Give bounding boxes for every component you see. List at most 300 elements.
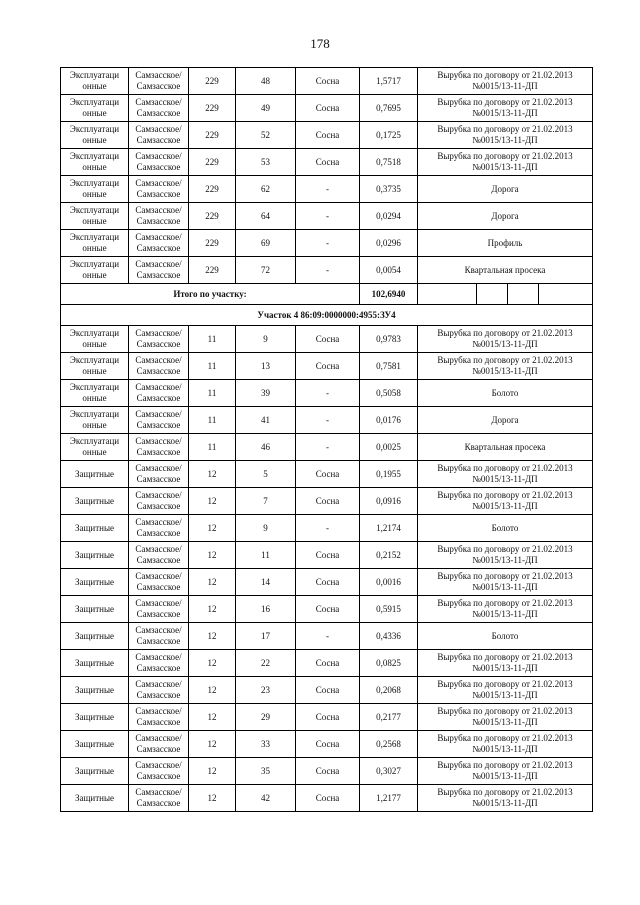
- forestry-cell-line: Самзасское: [136, 135, 181, 145]
- quarter-cell: 11: [189, 353, 236, 380]
- forestry-cell-line: Самзасское/: [135, 625, 182, 635]
- forestry-cell: [129, 677, 189, 704]
- forestry-cell-line: Самзасское: [136, 555, 181, 565]
- forestry-cell: [129, 95, 189, 122]
- category-cell: [61, 515, 129, 542]
- forestry-cell-line: Самзасское: [136, 447, 181, 457]
- table-row: [61, 596, 593, 623]
- empty-cell: [508, 284, 539, 305]
- forestry-cell: [129, 68, 189, 95]
- note-cell-line: Вырубка по договору от 21.02.2013: [437, 124, 573, 134]
- category-cell-line: онные: [82, 81, 107, 91]
- category-cell-line: онные: [82, 135, 107, 145]
- note-cell: [418, 461, 593, 488]
- note-cell-line: Вырубка по договору от 21.02.2013: [437, 706, 573, 716]
- species-cell: -: [296, 257, 360, 284]
- species-cell: Сосна: [296, 758, 360, 785]
- species-cell: Сосна: [296, 326, 360, 353]
- forestry-cell-line: Самзасское/: [135, 70, 182, 80]
- empty-cell: [539, 284, 593, 305]
- forestry-cell: [129, 380, 189, 407]
- species-cell: Сосна: [296, 149, 360, 176]
- forestry-cell-line: Самзасское/: [135, 97, 182, 107]
- note-cell-line: Болото: [491, 630, 519, 641]
- note-cell: [418, 122, 593, 149]
- quarter-cell: 229: [189, 68, 236, 95]
- table-body-bottom: [61, 326, 593, 812]
- forestry-cell-line: Самзасское: [136, 690, 181, 700]
- note-cell-line: №0015/13-11-ДП: [472, 501, 538, 511]
- forestry-cell: [129, 203, 189, 230]
- note-cell-line: Вырубка по договору от 21.02.2013: [437, 571, 573, 581]
- category-cell: [61, 434, 129, 461]
- category-cell-line: Защитные: [74, 576, 115, 587]
- category-cell: [61, 149, 129, 176]
- forestry-cell-line: Самзасское/: [135, 382, 182, 392]
- plot-cell: 14: [236, 569, 296, 596]
- note-cell: [418, 176, 593, 203]
- table-row: [61, 650, 593, 677]
- forestry-cell: [129, 623, 189, 650]
- category-cell: [61, 95, 129, 122]
- category-cell: [61, 407, 129, 434]
- total-value: 102,6940: [360, 284, 418, 305]
- category-cell-line: Эксплуатаци: [69, 205, 120, 215]
- note-cell-line: №0015/13-11-ДП: [472, 108, 538, 118]
- category-cell-line: Эксплуатаци: [69, 124, 120, 134]
- plot-cell: 53: [236, 149, 296, 176]
- plot-cell: 17: [236, 623, 296, 650]
- table-row: [61, 758, 593, 785]
- category-cell-line: онные: [82, 366, 107, 376]
- total-row: [61, 284, 593, 305]
- forestry-cell-line: Самзасское/: [135, 571, 182, 581]
- forestry-cell: [129, 461, 189, 488]
- species-cell: -: [296, 623, 360, 650]
- forestry-cell-line: Самзасское/: [135, 232, 182, 242]
- note-cell: [418, 488, 593, 515]
- page-number: 178: [310, 36, 330, 51]
- plot-cell: 29: [236, 704, 296, 731]
- category-cell-line: Защитные: [74, 495, 115, 506]
- forestry-cell-line: Самзасское/: [135, 436, 182, 446]
- plot-cell: 16: [236, 596, 296, 623]
- table-row: [61, 569, 593, 596]
- plot-cell: 35: [236, 758, 296, 785]
- area-cell: 1,2174: [360, 515, 418, 542]
- area-cell: 0,0294: [360, 203, 418, 230]
- category-cell: [61, 326, 129, 353]
- category-cell-line: онные: [82, 420, 107, 430]
- forestry-cell-line: Самзасское/: [135, 490, 182, 500]
- area-cell: 0,1725: [360, 122, 418, 149]
- species-cell: Сосна: [296, 95, 360, 122]
- category-cell: [61, 203, 129, 230]
- table-row: [61, 623, 593, 650]
- note-cell: [418, 380, 593, 407]
- forestry-cell-line: Самзасское: [136, 474, 181, 484]
- category-cell-line: Защитные: [74, 657, 115, 668]
- forestry-cell: [129, 149, 189, 176]
- category-cell: [61, 704, 129, 731]
- category-cell-line: Эксплуатаци: [69, 259, 120, 269]
- forestry-cell-line: Самзасское: [136, 339, 181, 349]
- species-cell: Сосна: [296, 704, 360, 731]
- forestry-cell-line: Самзасское: [136, 189, 181, 199]
- forestry-cell-line: Самзасское/: [135, 355, 182, 365]
- category-cell-line: Эксплуатаци: [69, 232, 120, 242]
- quarter-cell: 229: [189, 122, 236, 149]
- forestry-cell-line: Самзасское: [136, 609, 181, 619]
- forestry-cell-line: Самзасское: [136, 636, 181, 646]
- area-cell: 0,0176: [360, 407, 418, 434]
- note-cell-line: №0015/13-11-ДП: [472, 798, 538, 808]
- category-cell-line: Эксплуатаци: [69, 382, 120, 392]
- note-cell-line: №0015/13-11-ДП: [472, 81, 538, 91]
- forestry-cell-line: Самзасское/: [135, 178, 182, 188]
- category-cell-line: Защитные: [74, 549, 115, 560]
- table-row: [61, 785, 593, 812]
- area-cell: 0,3027: [360, 758, 418, 785]
- forestry-cell-line: Самзасское/: [135, 652, 182, 662]
- quarter-cell: 12: [189, 704, 236, 731]
- category-cell: [61, 461, 129, 488]
- empty-cell: [418, 284, 477, 305]
- category-cell: [61, 353, 129, 380]
- forestry-cell: [129, 176, 189, 203]
- quarter-cell: 229: [189, 176, 236, 203]
- table-row: [61, 176, 593, 203]
- note-cell-line: Квартальная просека: [464, 441, 546, 452]
- table-row: [61, 353, 593, 380]
- category-cell-line: онные: [82, 339, 107, 349]
- plot-cell: 72: [236, 257, 296, 284]
- category-cell-line: Защитные: [74, 522, 115, 533]
- note-cell-line: Вырубка по договору от 21.02.2013: [437, 490, 573, 500]
- area-cell: 0,7518: [360, 149, 418, 176]
- table-row: [61, 542, 593, 569]
- note-cell-line: №0015/13-11-ДП: [472, 555, 538, 565]
- area-cell: 0,5058: [360, 380, 418, 407]
- table-total-section: [61, 284, 593, 326]
- forestry-cell-line: Самзасское: [136, 663, 181, 673]
- forestry-cell-line: Самзасское: [136, 744, 181, 754]
- area-cell: 0,0825: [360, 650, 418, 677]
- forestry-cell-line: Самзасское: [136, 162, 181, 172]
- plot-cell: 49: [236, 95, 296, 122]
- species-cell: Сосна: [296, 569, 360, 596]
- category-cell: [61, 542, 129, 569]
- note-cell-line: Дорога: [491, 210, 519, 221]
- plot-cell: 46: [236, 434, 296, 461]
- category-cell-line: онные: [82, 393, 107, 403]
- species-cell: -: [296, 434, 360, 461]
- quarter-cell: 12: [189, 569, 236, 596]
- plot-cell: 62: [236, 176, 296, 203]
- plot-cell: 52: [236, 122, 296, 149]
- forestry-cell: [129, 650, 189, 677]
- section-title: Участок 4 86:09:0000000:4955:ЗУ4: [61, 305, 593, 326]
- category-cell-line: Защитные: [74, 684, 115, 695]
- note-cell-line: Болото: [491, 387, 519, 398]
- category-cell-line: Защитные: [74, 792, 115, 803]
- table-row: [61, 407, 593, 434]
- forestry-cell: [129, 230, 189, 257]
- species-cell: Сосна: [296, 596, 360, 623]
- category-cell-line: Эксплуатаци: [69, 355, 120, 365]
- forestry-cell-line: Самзасское/: [135, 463, 182, 473]
- quarter-cell: 12: [189, 542, 236, 569]
- category-cell: [61, 257, 129, 284]
- table-row: [61, 515, 593, 542]
- table-row: [61, 257, 593, 284]
- plot-cell: 48: [236, 68, 296, 95]
- quarter-cell: 12: [189, 731, 236, 758]
- category-cell-line: Эксплуатаци: [69, 97, 120, 107]
- forestry-cell-line: Самзасское: [136, 108, 181, 118]
- note-cell: [418, 623, 593, 650]
- quarter-cell: 12: [189, 515, 236, 542]
- note-cell-line: Профиль: [487, 237, 523, 248]
- species-cell: Сосна: [296, 353, 360, 380]
- species-cell: -: [296, 230, 360, 257]
- forestry-cell: [129, 122, 189, 149]
- forestry-cell: [129, 434, 189, 461]
- note-cell: [418, 704, 593, 731]
- species-cell: -: [296, 176, 360, 203]
- table-row: [61, 731, 593, 758]
- area-cell: 0,0025: [360, 434, 418, 461]
- forestry-cell: [129, 596, 189, 623]
- plot-cell: 7: [236, 488, 296, 515]
- note-cell-line: №0015/13-11-ДП: [472, 366, 538, 376]
- table-row: [61, 326, 593, 353]
- quarter-cell: 11: [189, 380, 236, 407]
- table-row: [61, 461, 593, 488]
- quarter-cell: 12: [189, 785, 236, 812]
- plot-cell: 9: [236, 515, 296, 542]
- forestry-cell-line: Самзасское: [136, 81, 181, 91]
- area-cell: 1,5717: [360, 68, 418, 95]
- area-cell: 0,7581: [360, 353, 418, 380]
- total-label: Итого по участку:: [61, 284, 360, 305]
- category-cell-line: Защитные: [74, 765, 115, 776]
- species-cell: -: [296, 515, 360, 542]
- table-row: [61, 677, 593, 704]
- note-cell: [418, 542, 593, 569]
- note-cell: [418, 569, 593, 596]
- table-row: [61, 95, 593, 122]
- area-cell: 0,0054: [360, 257, 418, 284]
- forestry-cell-line: Самзасское: [136, 798, 181, 808]
- quarter-cell: 12: [189, 650, 236, 677]
- plot-cell: 41: [236, 407, 296, 434]
- note-cell-line: №0015/13-11-ДП: [472, 663, 538, 673]
- plot-cell: 69: [236, 230, 296, 257]
- category-cell-line: онные: [82, 270, 107, 280]
- note-cell-line: Вырубка по договору от 21.02.2013: [437, 679, 573, 689]
- table-row: [61, 230, 593, 257]
- forestry-cell-line: Самзасское/: [135, 409, 182, 419]
- area-cell: 0,5915: [360, 596, 418, 623]
- forestry-cell: [129, 326, 189, 353]
- area-cell: 0,2177: [360, 704, 418, 731]
- quarter-cell: 12: [189, 677, 236, 704]
- forestry-cell: [129, 758, 189, 785]
- plot-cell: 39: [236, 380, 296, 407]
- forestry-cell-line: Самзасское: [136, 717, 181, 727]
- category-cell: [61, 122, 129, 149]
- area-cell: 0,4336: [360, 623, 418, 650]
- category-cell: [61, 176, 129, 203]
- forestry-cell: [129, 407, 189, 434]
- note-cell-line: №0015/13-11-ДП: [472, 744, 538, 754]
- area-cell: 0,2152: [360, 542, 418, 569]
- forestry-cell-line: Самзасское/: [135, 544, 182, 554]
- plot-cell: 13: [236, 353, 296, 380]
- area-cell: 0,7695: [360, 95, 418, 122]
- table-row: [61, 203, 593, 230]
- forestry-cell: [129, 257, 189, 284]
- species-cell: Сосна: [296, 488, 360, 515]
- category-cell: [61, 569, 129, 596]
- species-cell: Сосна: [296, 542, 360, 569]
- table-row: [61, 434, 593, 461]
- forestry-cell-line: Самзасское: [136, 243, 181, 253]
- forestry-cell: [129, 785, 189, 812]
- note-cell-line: Вырубка по договору от 21.02.2013: [437, 151, 573, 161]
- area-cell: 0,0916: [360, 488, 418, 515]
- quarter-cell: 11: [189, 326, 236, 353]
- category-cell-line: Защитные: [74, 468, 115, 479]
- area-cell: 0,0296: [360, 230, 418, 257]
- forestry-cell-line: Самзасское: [136, 582, 181, 592]
- note-cell-line: Вырубка по договору от 21.02.2013: [437, 733, 573, 743]
- note-cell: [418, 68, 593, 95]
- forestry-cell-line: Самзасское/: [135, 205, 182, 215]
- empty-cell: [477, 284, 508, 305]
- species-cell: Сосна: [296, 68, 360, 95]
- note-cell-line: Вырубка по договору от 21.02.2013: [437, 544, 573, 554]
- category-cell-line: онные: [82, 162, 107, 172]
- area-cell: 0,2568: [360, 731, 418, 758]
- quarter-cell: 229: [189, 230, 236, 257]
- quarter-cell: 12: [189, 461, 236, 488]
- category-cell: [61, 731, 129, 758]
- quarter-cell: 229: [189, 149, 236, 176]
- species-cell: Сосна: [296, 122, 360, 149]
- note-cell: [418, 596, 593, 623]
- area-cell: 0,3735: [360, 176, 418, 203]
- species-cell: Сосна: [296, 650, 360, 677]
- forestry-cell-line: Самзасское/: [135, 151, 182, 161]
- note-cell: [418, 731, 593, 758]
- note-cell-line: Дорога: [491, 183, 519, 194]
- forestry-cell-line: Самзасское/: [135, 598, 182, 608]
- note-cell-line: Вырубка по договору от 21.02.2013: [437, 760, 573, 770]
- note-cell-line: №0015/13-11-ДП: [472, 717, 538, 727]
- note-cell: [418, 326, 593, 353]
- category-cell: [61, 623, 129, 650]
- forestry-cell-line: Самзасское: [136, 216, 181, 226]
- forestry-cell-line: Самзасское/: [135, 733, 182, 743]
- plot-cell: 42: [236, 785, 296, 812]
- area-cell: 0,1955: [360, 461, 418, 488]
- species-cell: Сосна: [296, 677, 360, 704]
- table-row: [61, 149, 593, 176]
- category-cell: [61, 380, 129, 407]
- forestry-cell: [129, 731, 189, 758]
- forestry-cell-line: Самзасское/: [135, 706, 182, 716]
- category-cell-line: Защитные: [74, 630, 115, 641]
- area-cell: 0,2068: [360, 677, 418, 704]
- note-cell: [418, 758, 593, 785]
- species-cell: -: [296, 380, 360, 407]
- table-row: [61, 704, 593, 731]
- forestry-cell: [129, 704, 189, 731]
- note-cell: [418, 650, 593, 677]
- category-cell-line: Эксплуатаци: [69, 436, 120, 446]
- note-cell-line: Вырубка по договору от 21.02.2013: [437, 463, 573, 473]
- forestry-cell-line: Самзасское: [136, 366, 181, 376]
- category-cell: [61, 758, 129, 785]
- area-cell: 0,0016: [360, 569, 418, 596]
- category-cell-line: онные: [82, 108, 107, 118]
- note-cell-line: №0015/13-11-ДП: [472, 609, 538, 619]
- category-cell: [61, 68, 129, 95]
- forestry-cell-line: Самзасское: [136, 420, 181, 430]
- species-cell: -: [296, 203, 360, 230]
- quarter-cell: 11: [189, 434, 236, 461]
- note-cell-line: Дорога: [491, 414, 519, 425]
- category-cell-line: Защитные: [74, 603, 115, 614]
- note-cell-line: Вырубка по договору от 21.02.2013: [437, 328, 573, 338]
- forestry-cell: [129, 542, 189, 569]
- category-cell: [61, 650, 129, 677]
- category-cell: [61, 488, 129, 515]
- forest-plots-table: [60, 67, 593, 812]
- forestry-cell-line: Самзасское/: [135, 259, 182, 269]
- species-cell: Сосна: [296, 785, 360, 812]
- category-cell-line: Защитные: [74, 711, 115, 722]
- note-cell: [418, 149, 593, 176]
- quarter-cell: 12: [189, 758, 236, 785]
- plot-cell: 33: [236, 731, 296, 758]
- note-cell-line: Вырубка по договору от 21.02.2013: [437, 787, 573, 797]
- forestry-cell-line: Самзасское/: [135, 760, 182, 770]
- quarter-cell: 12: [189, 623, 236, 650]
- note-cell-line: №0015/13-11-ДП: [472, 690, 538, 700]
- note-cell: [418, 95, 593, 122]
- forestry-cell: [129, 569, 189, 596]
- quarter-cell: 12: [189, 488, 236, 515]
- note-cell-line: Квартальная просека: [464, 264, 546, 275]
- category-cell: [61, 785, 129, 812]
- table-row: [61, 488, 593, 515]
- plot-cell: 22: [236, 650, 296, 677]
- table-row: [61, 380, 593, 407]
- category-cell-line: Эксплуатаци: [69, 151, 120, 161]
- note-cell-line: №0015/13-11-ДП: [472, 582, 538, 592]
- category-cell: [61, 230, 129, 257]
- species-cell: -: [296, 407, 360, 434]
- forestry-cell-line: Самзасское/: [135, 679, 182, 689]
- note-cell-line: №0015/13-11-ДП: [472, 162, 538, 172]
- species-cell: Сосна: [296, 731, 360, 758]
- note-cell-line: Вырубка по договору от 21.02.2013: [437, 97, 573, 107]
- quarter-cell: 229: [189, 203, 236, 230]
- area-cell: 0,9783: [360, 326, 418, 353]
